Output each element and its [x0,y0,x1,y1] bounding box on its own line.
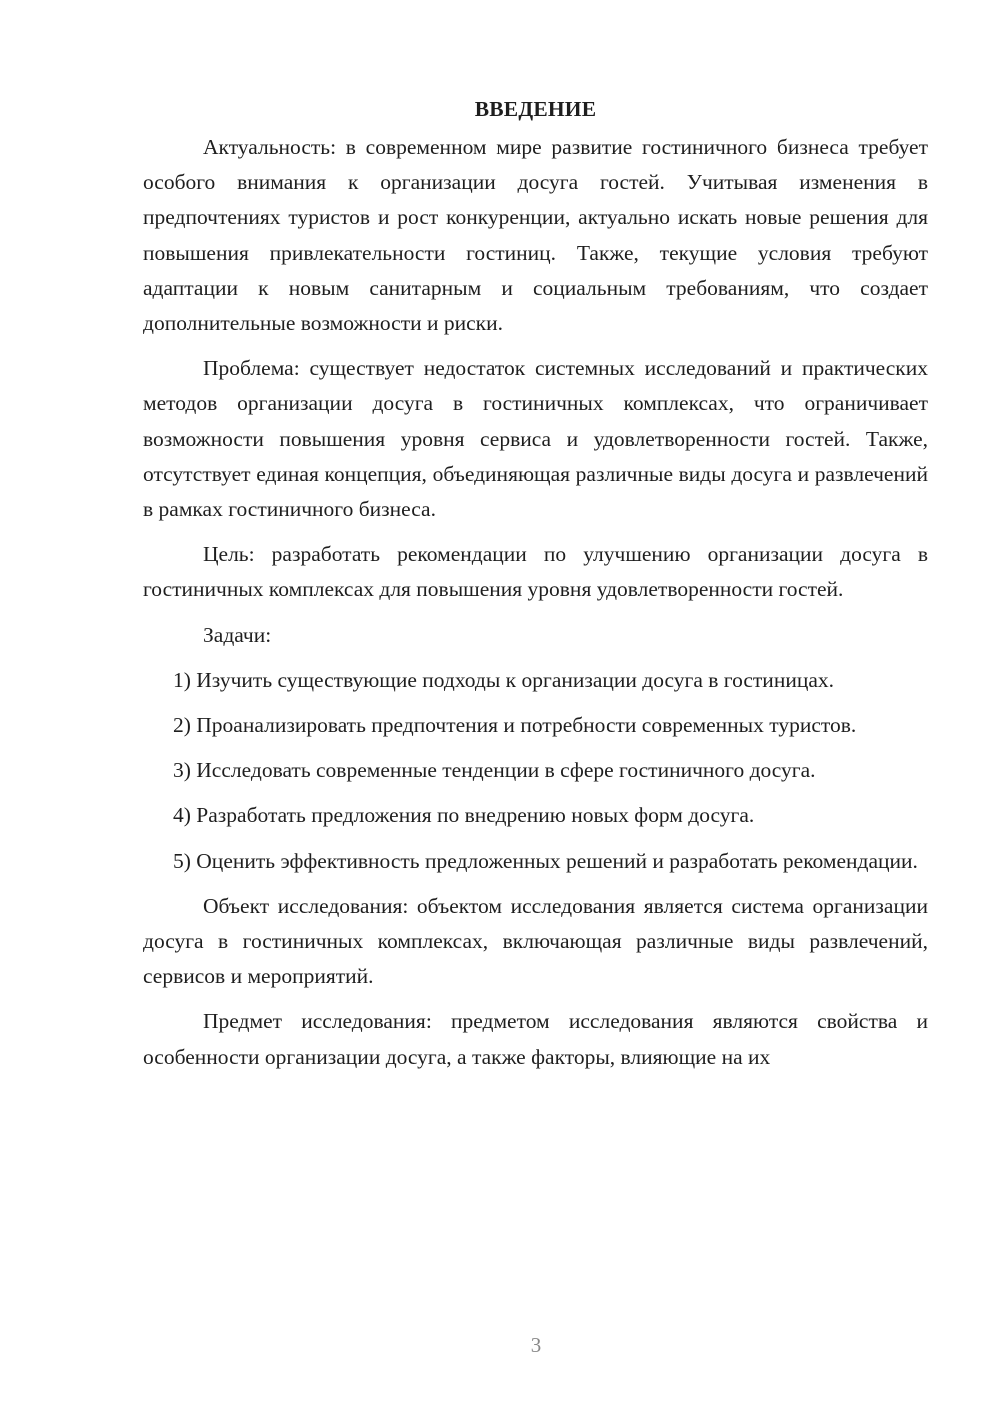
task-item: 5) Оценить эффективность предложенных решений и разработать рекомендации. [173,848,918,873]
goal-paragraph: Цель: разработать рекомендации по улучшению организации досуга в гостиничных комплексах для повышения уровня удовлетворенности гостей. [143,542,928,602]
task-item: 1) Изучить существующие подходы к организации досуга в гостиницах. [173,667,834,692]
object-paragraph: Объект исследования: объектом исследования является система организации досуга в гостиничных комплексах, включающая различные виды развлечений, сервисов и мероприятий. [143,893,928,989]
tasks-label: Задачи: [203,622,272,647]
page-title: ВВЕДЕНИЕ [474,97,597,121]
task-item: 4) Разработать предложения по внедрению новых форм досуга. [173,803,755,828]
problem-paragraph: Проблема: существует недостаток системных исследований и практических методов организации досуга в гостиничных комплексах, что ограничивает возможности повышения уровня сервиса и удовлетворенности гостей. Также, отсутствует единая концепция, объединяющая различные виды досуга и развлечений в рамках гостиничного бизнеса. [143,356,928,522]
subject-paragraph: Предмет исследования: предметом исследования являются свойства и особенности организации досуга, а также факторы, влияющие на их [143,1009,928,1069]
task-item: 2) Проанализировать предпочтения и потребности современных туристов. [173,713,857,738]
relevance-paragraph: Актуальность: в современном мире развитие гостиничного бизнеса требует особого внимания к организации досуга гостей. Учитывая изменения в предпочтениях туристов и рост конкуренции, актуально искать новые решения для повышения привлекательности гостиниц. Также, текущие условия требуют адаптации к новым санитарным и социальным требованиям, что создает дополнительные возможности и риски. [143,135,928,336]
task-item: 3) Исследовать современные тенденции в сфере гостиничного досуга. [173,758,816,783]
page-content [143,92,928,1085]
page-number: 3 [530,1333,542,1357]
